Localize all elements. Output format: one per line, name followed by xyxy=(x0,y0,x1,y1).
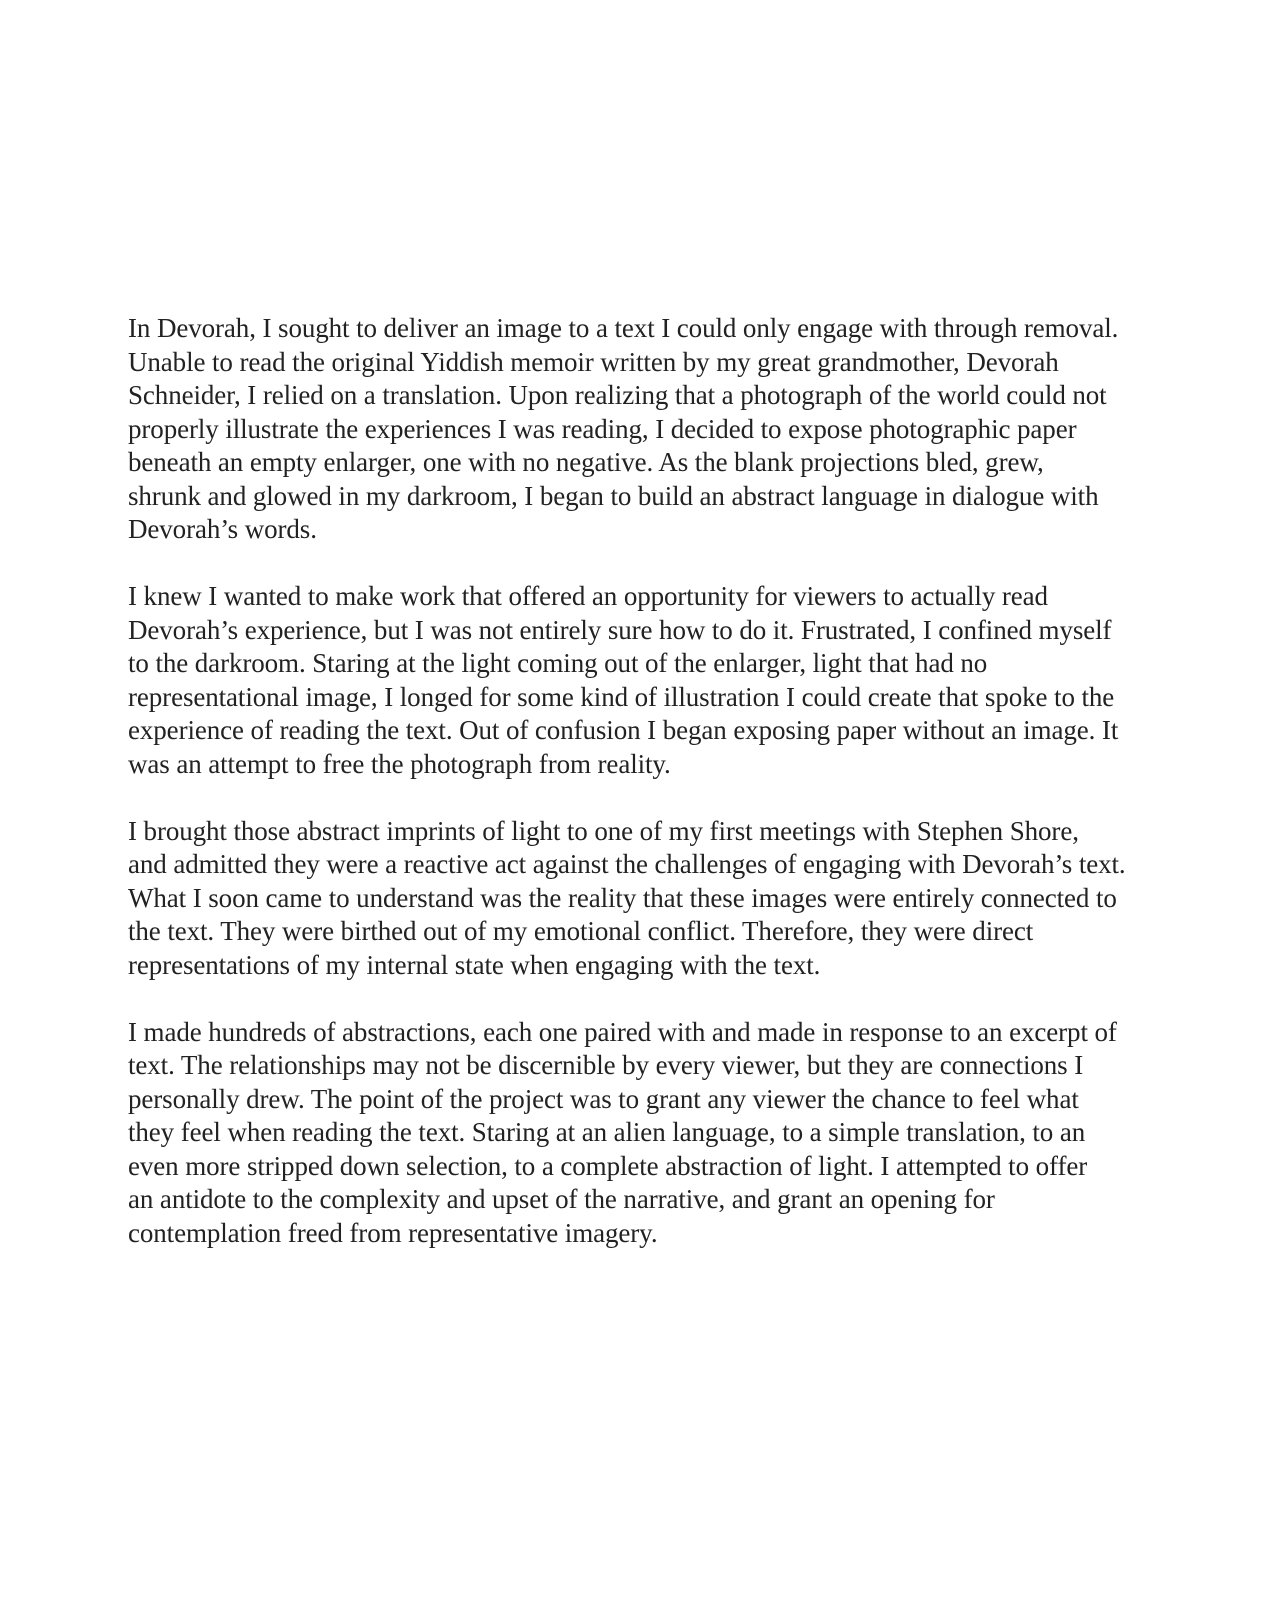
artist-statement xyxy=(128,312,1168,1284)
text-line: contemplation freed from representative imagery. xyxy=(128,1217,658,1248)
text-line: shrunk and glowed in my darkroom, I began to build an abstract language in dialogue with xyxy=(128,480,1099,511)
text-line: representational image, I longed for some kind of illustration I could create that spoke to the xyxy=(128,681,1115,712)
text-line: experience of reading the text. Out of confusion I began exposing paper without an image. It xyxy=(128,715,1119,745)
text-line: they feel when reading the text. Staring at an alien language, to a simple translation, to an xyxy=(128,1117,1086,1147)
text-line: the text. They were birthed out of my emotional conflict. Therefore, they were direct xyxy=(128,916,1034,946)
text-line: Schneider, I relied on a translation. Upon realizing that a photograph of the world could not xyxy=(128,380,1107,410)
text-line: Devorah’s words. xyxy=(128,514,317,544)
text-line: properly illustrate the experiences I was reading, I decided to expose photographic paper xyxy=(128,413,1077,444)
text-line: even more stripped down selection, to a complete abstraction of light. I attempted to offer xyxy=(128,1150,1088,1181)
text-line: to the darkroom. Staring at the light coming out of the enlarger, light that had no xyxy=(128,648,988,678)
paragraph-2 xyxy=(128,580,1168,781)
text-line: Unable to read the original Yiddish memoir written by my great grandmother, Devorah xyxy=(128,346,1059,377)
text-line: and admitted they were a reactive act against the challenges of engaging with Devorah’s text. xyxy=(128,849,1126,879)
text-line: What I soon came to understand was the reality that these images were entirely connected to xyxy=(128,882,1117,913)
text-line: I knew I wanted to make work that offered an opportunity for viewers to actually read xyxy=(128,581,1048,611)
text-line: representations of my internal state when engaging with the text. xyxy=(128,949,821,980)
paragraph-4 xyxy=(128,1016,1168,1251)
text-line: beneath an empty enlarger, one with no negative. As the blank projections bled, grew, xyxy=(128,447,1044,477)
text-line: I made hundreds of abstractions, each one paired with and made in response to an excerpt of xyxy=(128,1016,1117,1047)
paragraph-1 xyxy=(128,312,1168,547)
text-line: was an attempt to free the photograph from reality. xyxy=(128,748,671,779)
text-line: personally drew. The point of the project was to grant any viewer the chance to feel what xyxy=(128,1083,1079,1114)
text-line: In Devorah, I sought to deliver an image to a text I could only engage with through removal. xyxy=(128,313,1119,343)
text-line: an antidote to the complexity and upset of the narrative, and grant an opening for xyxy=(128,1184,995,1214)
paragraph-3 xyxy=(128,815,1168,983)
text-line: Devorah’s experience, but I was not entirely sure how to do it. Frustrated, I confined myself xyxy=(128,614,1112,645)
text-line: text. The relationships may not be discernible by every viewer, but they are connections I xyxy=(128,1050,1084,1080)
text-line: I brought those abstract imprints of light to one of my first meetings with Stephen Shore, xyxy=(128,815,1079,846)
